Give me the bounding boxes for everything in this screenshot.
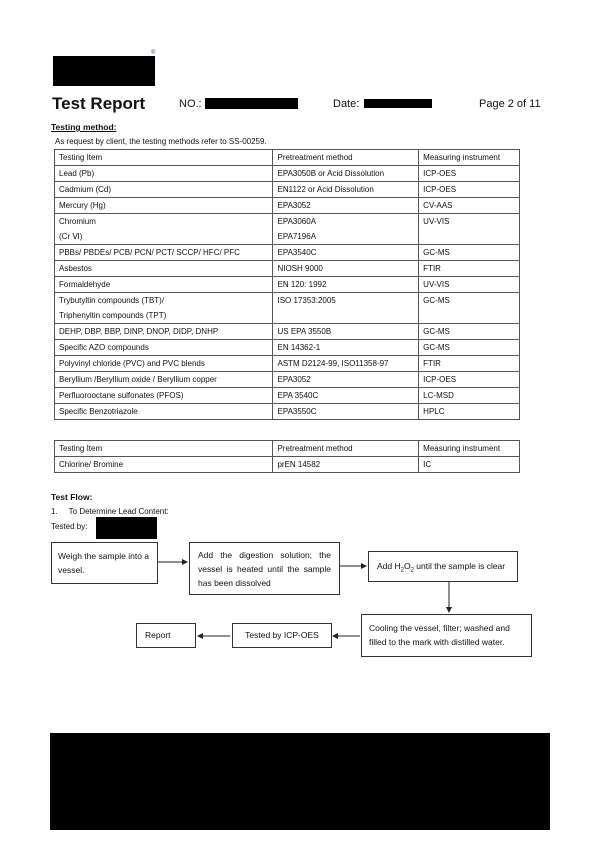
cell-testing-item-text-line2: Triphenyltin compounds (TPT) — [59, 311, 167, 320]
column-header-item: Testing Item — [55, 441, 273, 457]
cell-pretreatment-text: ISO 17353:2005 — [277, 296, 336, 305]
cell-pretreatment-text: EN1122 or Acid Dissolution — [277, 185, 374, 194]
cell-instrument-text: ICP-OES — [423, 375, 457, 384]
cell-pretreatment-text: ASTM D2124-99, ISO11358-97 — [277, 359, 389, 368]
flow-step-title: 1. To Determine Lead Content: — [51, 507, 169, 516]
testing-method-intro: As request by client, the testing methods refer to SS-00259. — [55, 137, 267, 146]
tested-by-label: Tested by: — [51, 522, 88, 531]
test-flow-heading: Test Flow: — [51, 492, 93, 502]
cell-testing-item-text: Perfluorooctane sulfonates (PFOS) — [59, 391, 184, 400]
cell-instrument-text: GC-MS — [423, 248, 450, 257]
cell-instrument-text: ICP-OES — [423, 185, 457, 194]
cell-pretreatment-text: EPA3050B or Acid Dissolution — [277, 169, 385, 178]
flow-step-report: Report — [136, 623, 196, 648]
cell-pretreatment-text: EPA 3540C — [277, 391, 319, 400]
flow-step-weigh: Weigh the sample into a vessel. — [51, 542, 158, 584]
cell-pretreatment-text: NIOSH 9000 — [277, 264, 323, 273]
cell-instrument-text: LC-MSD — [423, 391, 454, 400]
report-date-label: Date: — [333, 98, 360, 110]
flow-step-digest: Add the digestion solution; the vessel is heated until the sample has been dissolved — [189, 542, 340, 595]
cell-pretreatment-text: EN 14362-1 — [277, 343, 321, 352]
cell-testing-item-text: Cadmium (Cd) — [59, 185, 112, 194]
column-header-pretreatment: Pretreatment method — [273, 150, 419, 166]
cell-testing-item-text: Specific AZO compounds — [59, 343, 149, 352]
cell-testing-item-text: Mercury (Hg) — [59, 201, 106, 210]
cell-pretreatment-text: EPA3052 — [277, 201, 311, 210]
cell-instrument-text: FTIR — [423, 359, 441, 368]
flow-step-add-h2o2: Add $H_2O_2$ until the sample is clear — [368, 551, 518, 582]
cell-pretreatment-text: EPA3540C — [277, 248, 317, 257]
cell-testing-item-text: DEHP, DBP, BBP, DINP, DNOP, DIDP, DNHP — [59, 327, 219, 336]
column-header-item: Testing Item — [55, 150, 273, 166]
cell-pretreatment-text: EPA3550C — [277, 407, 317, 416]
cell-pretreatment-text: US EPA 3550B — [277, 327, 332, 336]
flow-step-cool-filter: Cooling the vessel, filter; washed and filled to the mark with distilled water. — [361, 614, 532, 657]
cell-pretreatment-text-line2: EPA7196A — [277, 232, 317, 241]
cell-testing-item-text: Chromium — [59, 217, 96, 226]
cell-pretreatment-text: prEN 14582 — [277, 460, 321, 469]
cell-instrument-text: FTIR — [423, 264, 441, 273]
report-title: Test Report — [52, 94, 146, 113]
cell-pretreatment-text: EN 120: 1992 — [277, 280, 327, 289]
cell-testing-item-text-line2: (Cr Ⅵ) — [59, 232, 83, 241]
cell-instrument-text: GC-MS — [423, 296, 450, 305]
cell-testing-item-text: Polyvinyl chloride (PVC) and PVC blends — [59, 359, 205, 368]
flow-step-icp-oes: Tested by ICP-OES — [232, 623, 332, 648]
cell-instrument-text: CV-AAS — [423, 201, 453, 210]
cell-instrument-text: GC-MS — [423, 327, 450, 336]
cell-instrument-text: IC — [423, 460, 432, 469]
column-header-pretreatment: Pretreatment method — [273, 441, 419, 457]
cell-testing-item-text: PBBs/ PBDEs/ PCB/ PCN/ PCT/ SCCP/ HFC/ PFC — [59, 248, 240, 257]
cell-instrument-text: UV-VIS — [423, 280, 450, 289]
cell-testing-item-text: Asbestos — [59, 264, 92, 273]
cell-testing-item-text: Beryllium /Beryllium oxide / Beryllium copper — [59, 375, 217, 384]
column-header-instrument: Measuring instrument — [419, 441, 520, 457]
page-indicator: Page 2 of 11 — [479, 98, 541, 110]
column-header-instrument: Measuring instrument — [419, 150, 520, 166]
report-number-label: NO.: — [179, 98, 202, 110]
cell-pretreatment-text: EPA3052 — [277, 375, 311, 384]
registered-mark: ® — [151, 50, 156, 56]
cell-testing-item-text: Lead (Pb) — [59, 169, 95, 178]
cell-testing-item-text: Trybutyltin compounds (TBT)/ — [59, 296, 165, 305]
cell-testing-item-text: Formaldehyde — [59, 280, 111, 289]
footer-redaction — [50, 733, 550, 830]
cell-instrument-text: ICP-OES — [423, 169, 457, 178]
cell-instrument-text: HPLC — [423, 407, 445, 416]
cell-testing-item-text: Chlorine/ Bromine — [59, 460, 124, 469]
cell-instrument-text: GC-MS — [423, 343, 450, 352]
cell-testing-item-text: Specific Benzotriazole — [59, 407, 138, 416]
cell-instrument-text: UV-VIS — [423, 217, 450, 226]
testing-method-heading: Testing method: — [51, 122, 117, 132]
cell-pretreatment-text: EPA3060A — [277, 217, 317, 226]
